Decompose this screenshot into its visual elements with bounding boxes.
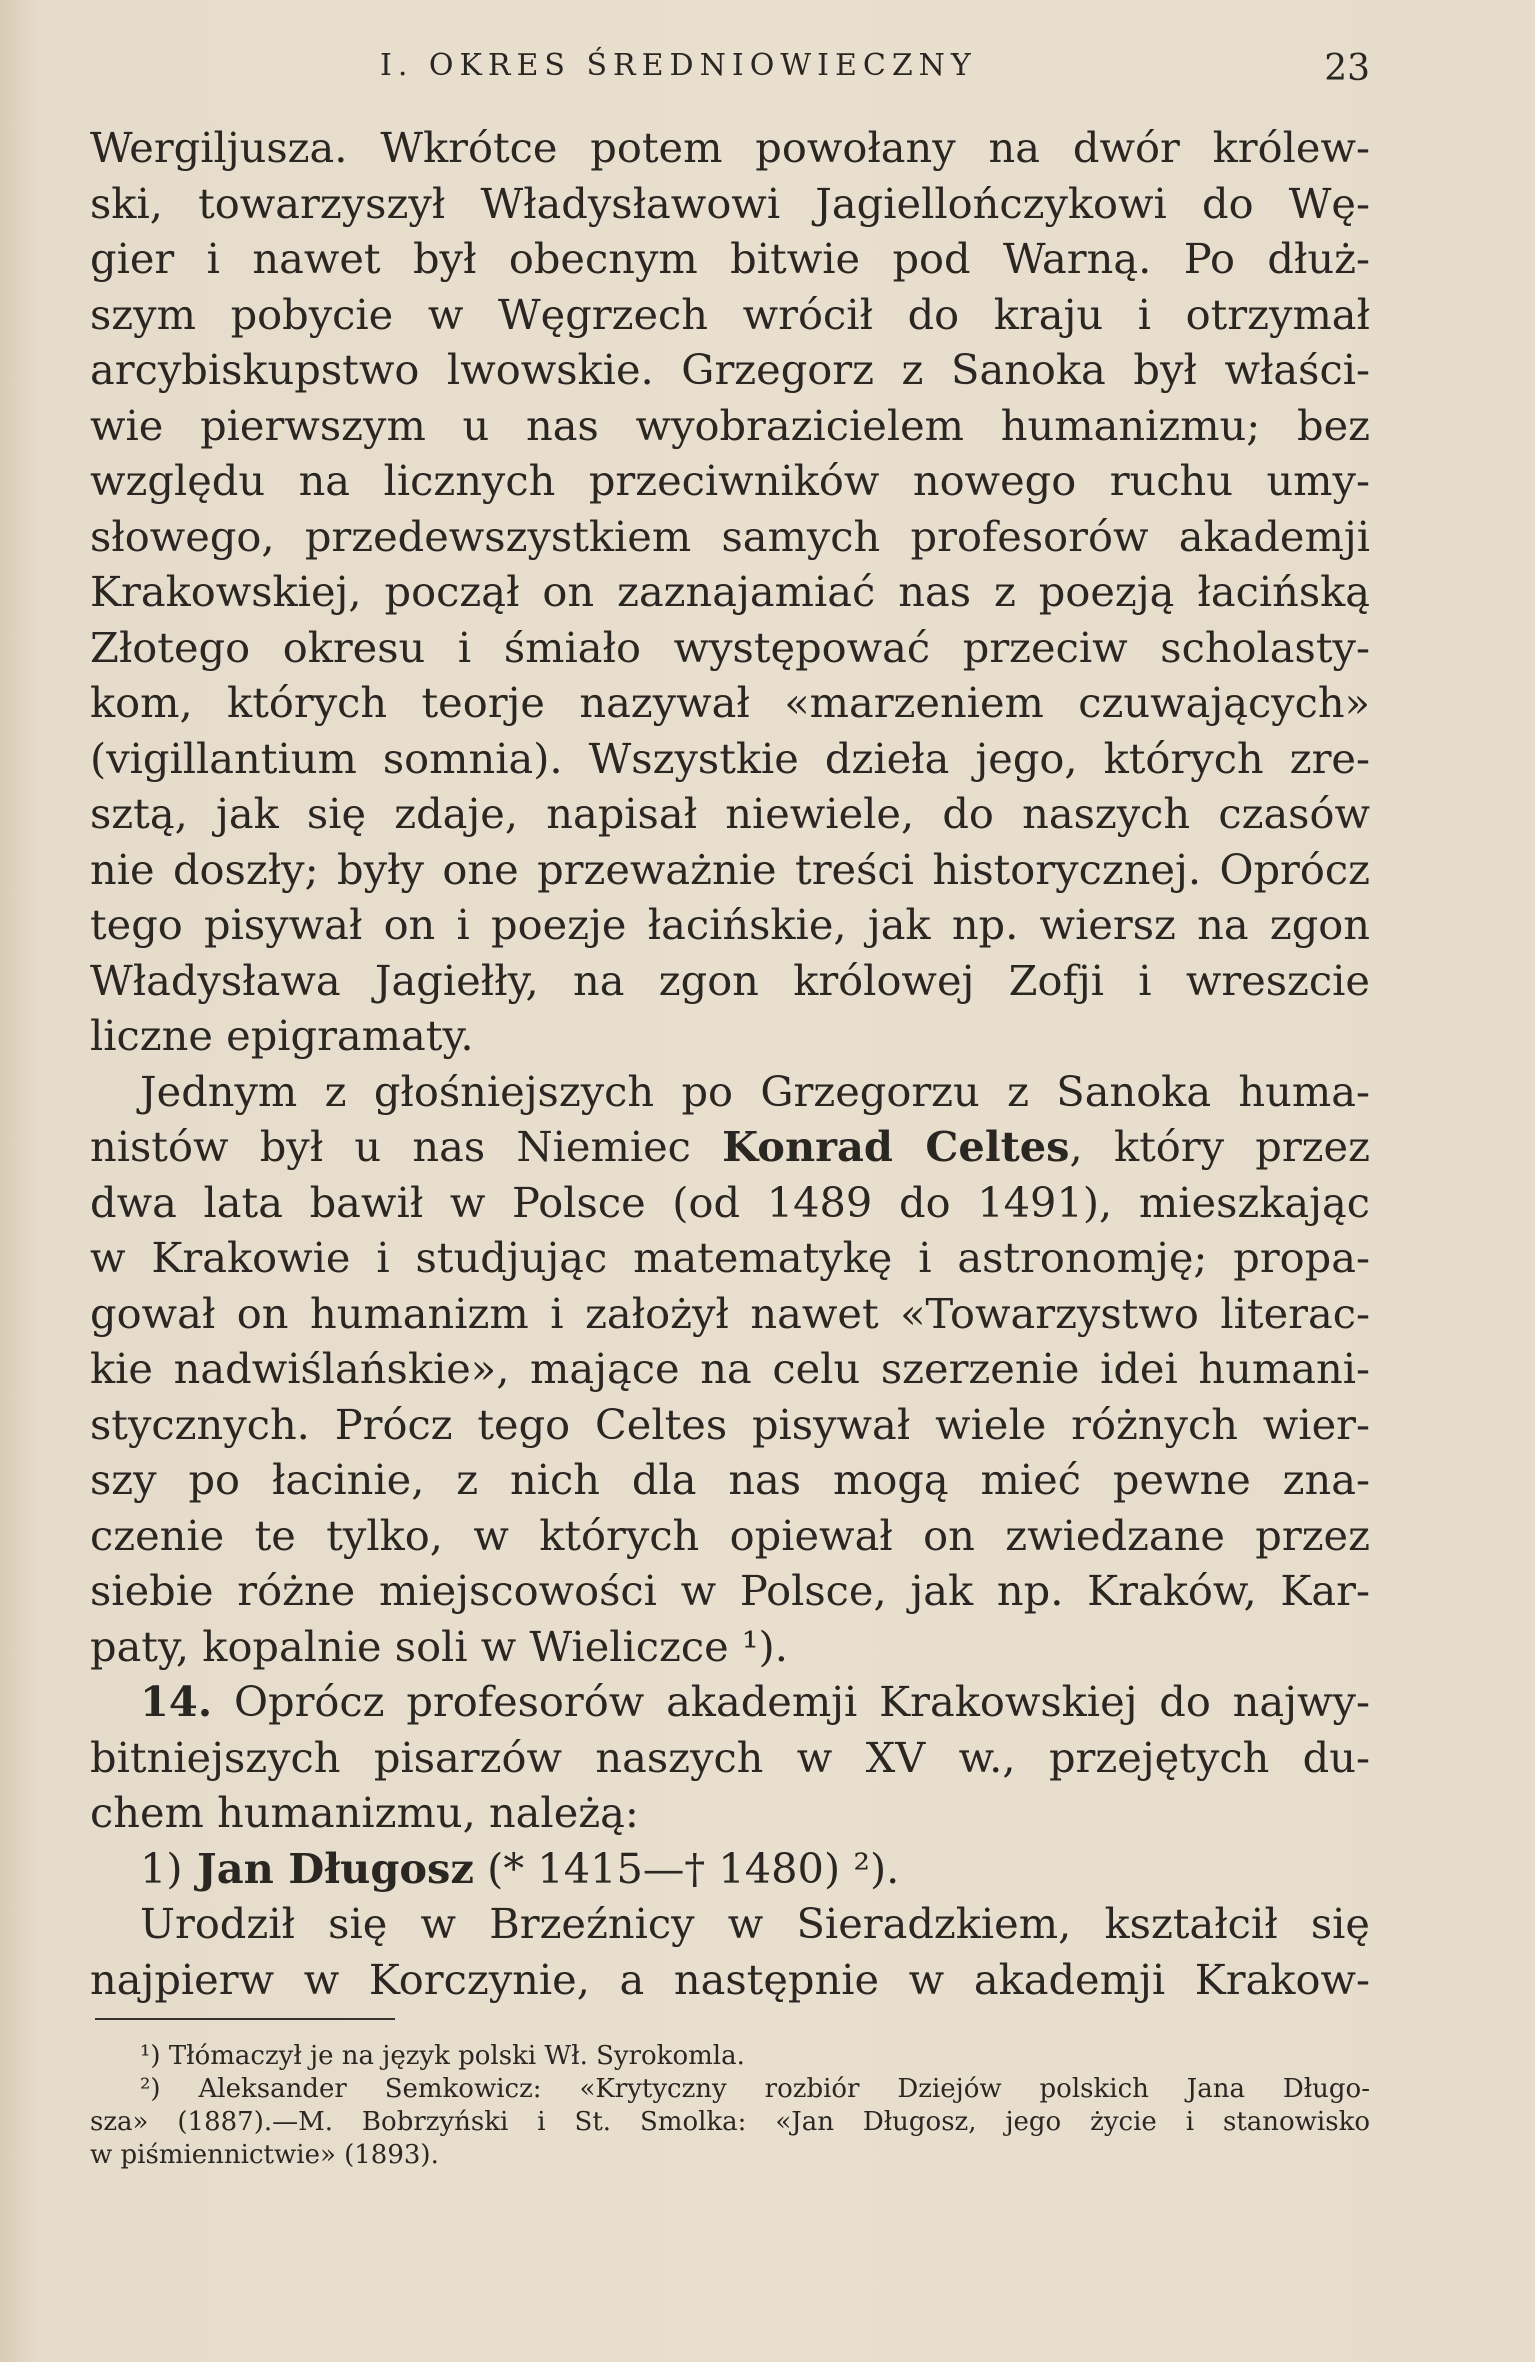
text-line: szym pobycie w Węgrzech wrócił do kraju i otrzymał <box>90 289 1370 339</box>
text-line: Władysława Jagiełły, na zgon królowej Zofji i wreszcie <box>90 955 1370 1005</box>
emphasized-name: Jan Długosz <box>182 1843 474 1893</box>
text-line: Złotego okresu i śmiało występować przeciw scholasty- <box>90 622 1370 672</box>
footnotes <box>90 2040 1370 2172</box>
text-line: najpierw w Korczynie, a następnie w akademji Krakow- <box>90 1954 1370 2004</box>
body-text <box>90 120 1370 2007</box>
text-line: kom, których teorje nazywał «marzeniem czuwających» <box>90 678 1370 727</box>
item-number: 1) <box>140 1843 183 1893</box>
text-span: nistów był u nas Niemiec <box>90 1122 723 1171</box>
text-line <box>90 1674 1370 1730</box>
text-line: chem humanizmu, należą: <box>90 1788 639 1837</box>
text-line: Krakowskiej, począł on zaznajamiać nas z poezją łacińską <box>90 567 1370 616</box>
text-line: Urodził się w Brzeźnicy w Sieradzkiem, kształcił się <box>140 1899 1370 1948</box>
footnote-line: ¹) Tłómaczył je na język polski Wł. Syrokomla. <box>140 2041 745 2071</box>
section-number: 14. <box>140 1677 213 1726</box>
text-line: czenie te tylko, w których opiewał on zwiedzane przez <box>90 1510 1370 1560</box>
footnote-line: ²) Aleksander Semkowicz: «Krytyczny rozbiór Dziejów polskich Jana Długo- <box>140 2074 1370 2104</box>
text-line: względu na licznych przeciwników nowego ruchu umy- <box>90 456 1370 505</box>
page-header <box>90 48 1370 98</box>
text-line: kie nadwiślańskie», mające na celu szerzenie idei humani- <box>90 1344 1370 1393</box>
text-span: Oprócz profesorów akademji Krakowskiej do najwy- <box>212 1677 1370 1726</box>
emphasized-name: Konrad Celtes <box>722 1122 1070 1171</box>
list-item-heading <box>90 1841 1370 1897</box>
text-line: tego pisywał on i poezje łacińskie, jak np. wiersz na zgon <box>90 900 1370 949</box>
text-line: ski, towarzyszył Władysławowi Jagiellończykowi do Wę- <box>90 178 1370 228</box>
footnote-divider <box>95 2018 395 2020</box>
text-line: szy po łacinie, z nich dla nas mogą mieć pewne zna- <box>90 1455 1370 1504</box>
paragraph-3 <box>90 1674 1370 1841</box>
text-line: liczne epigramaty. <box>90 1011 474 1060</box>
text-span: , który przez <box>1069 1122 1370 1171</box>
text-line: gował on humanizm i założył nawet «Towarzystwo literac- <box>90 1288 1370 1338</box>
text-line: (vigillantium somnia). Wszystkie dzieła jego, których zre- <box>90 733 1370 783</box>
item-dates: (* 1415—† 1480) ²). <box>473 1843 900 1893</box>
text-line: siebie różne miejscowości w Polsce, jak np. Kraków, Kar- <box>90 1566 1370 1615</box>
paragraph-1 <box>90 120 1370 1064</box>
text-line: gier i nawet był obecnym bitwie pod Warną. Po dłuż- <box>90 234 1370 283</box>
text-line: wie pierwszym u nas wyobrazicielem humanizmu; bez <box>90 400 1370 450</box>
text-line <box>90 1119 1370 1175</box>
text-line: Jednym z głośniejszych po Grzegorzu z Sanoka huma- <box>140 1066 1370 1116</box>
text-line: bitniejszych pisarzów naszych w XV w., przejętych du- <box>90 1732 1370 1782</box>
text-line: arcybiskupstwo lwowskie. Grzegorz z Sanoka był właści- <box>90 345 1370 394</box>
text-line <box>90 1841 1370 1897</box>
footnote-line: sza» (1887).—M. Bobrzyński i St. Smolka: «Jan Długosz, jego życie i stanowisko <box>90 2107 1370 2137</box>
text-line: Wergiljusza. Wkrótce potem powołany na dwór królew- <box>90 123 1370 172</box>
text-line: w Krakowie i studjując matematykę i astronomję; propa- <box>90 1233 1370 1282</box>
text-line: słowego, przedewszystkiem samych profesorów akademji <box>90 511 1370 561</box>
page-number: 23 <box>1324 48 1370 89</box>
text-line: stycznych. Prócz tego Celtes pisywał wiele różnych wier- <box>90 1399 1370 1449</box>
paragraph-2 <box>90 1064 1370 1675</box>
text-line: paty, kopalnie soli w Wieliczce ¹). <box>90 1621 788 1671</box>
text-line: sztą, jak się zdaje, napisał niewiele, do naszych czasów <box>90 789 1370 838</box>
footnote-line: w piśmiennictwie» (1893). <box>90 2140 439 2170</box>
running-head: I. OKRES ŚREDNIOWIECZNY <box>380 48 977 83</box>
paragraph-4 <box>90 1896 1370 2007</box>
text-line: nie doszły; były one przeważnie treści historycznej. Oprócz <box>90 844 1370 894</box>
text-line: dwa lata bawił w Polsce (od 1489 do 1491), mieszkając <box>90 1177 1370 1227</box>
